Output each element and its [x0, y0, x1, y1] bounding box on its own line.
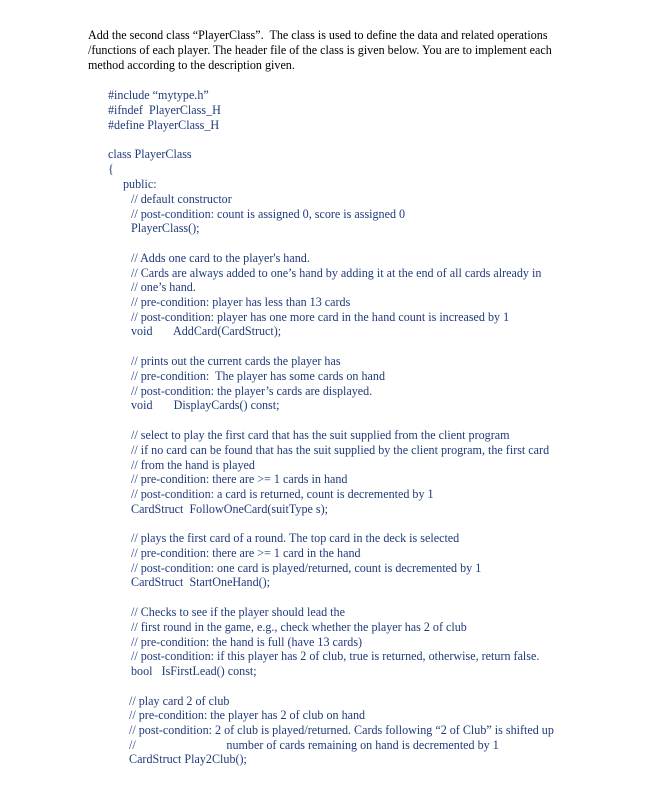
comment-line: // Adds one card to the player's hand. [131, 251, 310, 265]
intro-line: /functions of each player. The header file of the class is given below. You are to implement each [88, 43, 552, 58]
comment-line: // post-condition: if this player has 2 of club, true is returned, otherwise, return false. [131, 649, 540, 663]
method-signature: CardStruct Play2Club(); [129, 752, 247, 766]
comment-line: // if no card can be found that has the suit supplied by the client program, the first card [131, 443, 550, 457]
comment-line: // post-condition: a card is returned, count is decremented by 1 [131, 487, 434, 501]
comment-line: // default constructor [131, 192, 232, 206]
comment-line: // select to play the first card that has the suit supplied from the client program [131, 428, 510, 442]
comment-line: // prints out the current cards the player has [131, 354, 341, 368]
intro-line: method according to the description given. [88, 58, 295, 73]
comment-line: // one’s hand. [131, 280, 196, 294]
open-brace: { [108, 162, 114, 176]
comment-line: // pre-condition: the hand is full (have 13 cards) [131, 635, 363, 649]
comment-line: // pre-condition: The player has some cards on hand [131, 369, 386, 383]
comment-line: // post-condition: the player’s cards are displayed. [131, 384, 373, 398]
method-signature: bool IsFirstLead() const; [131, 664, 257, 678]
intro-paragraph [88, 28, 608, 74]
comment-line: // from the hand is played [131, 458, 255, 472]
comment-line: // Checks to see if the player should lead the [131, 605, 345, 619]
comment-line: // pre-condition: there are >= 1 card in the hand [131, 546, 361, 560]
comment-line: // post-condition: 2 of club is played/returned. Cards following “2 of Club” is shifted up [129, 723, 554, 737]
method-signature: CardStruct StartOneHand(); [131, 575, 271, 589]
comment-line: // post-condition: count is assigned 0, score is assigned 0 [131, 207, 406, 221]
method-signature: void DisplayCards() const; [131, 398, 280, 412]
ifndef-directive: #ifndef PlayerClass_H [108, 103, 221, 117]
comment-line: // post-condition: one card is played/returned, count is decremented by 1 [131, 561, 482, 575]
comment-line: // number of cards remaining on hand is decremented by 1 [129, 738, 499, 752]
public-access-label: public: [123, 177, 157, 191]
method-signature: PlayerClass(); [131, 221, 200, 235]
comment-line: // plays the first card of a round. The top card in the deck is selected [131, 531, 460, 545]
comment-line: // pre-condition: the player has 2 of club on hand [129, 708, 366, 722]
method-signature: void AddCard(CardStruct); [131, 324, 282, 338]
comment-line: // Cards are always added to one’s hand by adding it at the end of all cards already in [131, 266, 542, 280]
define-directive: #define PlayerClass_H [108, 118, 220, 132]
intro-line: Add the second class “PlayerClass”. The class is used to define the data and related operations [88, 28, 548, 42]
class-declaration: class PlayerClass [108, 147, 192, 161]
include-directive: #include “mytype.h” [108, 88, 209, 102]
comment-line: // first round in the game, e.g., check whether the player has 2 of club [131, 620, 467, 634]
comment-line: // pre-condition: player has less than 13 cards [131, 295, 351, 309]
comment-line: // play card 2 of club [129, 694, 230, 708]
method-signature: CardStruct FollowOneCard(suitType s); [131, 502, 328, 516]
comment-line: // post-condition: player has one more card in the hand count is increased by 1 [131, 310, 510, 324]
comment-line: // pre-condition: there are >= 1 cards in hand [131, 472, 348, 486]
